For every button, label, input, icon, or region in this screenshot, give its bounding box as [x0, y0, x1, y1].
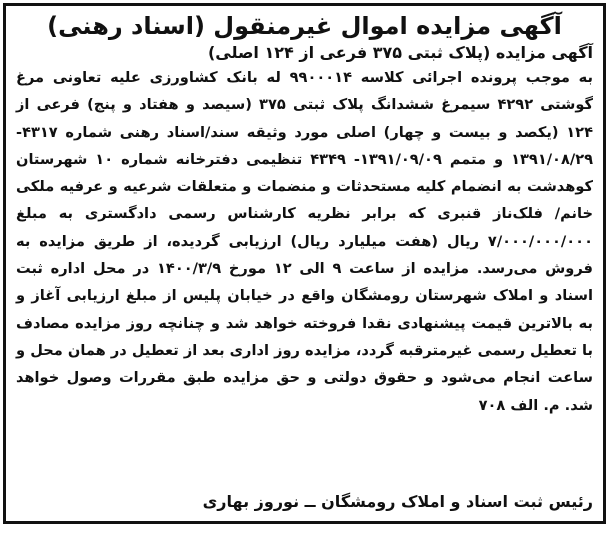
notice-body: به موجب پرونده اجرائی کلاسه ۹۹۰۰۰۱۴ له بانک کشاورزی علیه تعاونی مرغ گوشتی ۴۲۹۲ سیمرغ ششدانگ پلاک ثبتی ۳۷۵ (سیصد و هفتاد و پنج) فرعی از ۱۲۴ (یکصد و بیست و چهار) اصلی مورد وثیقه سند/اسناد رهنی شماره ۴۳۱۷- ۱۳۹۱/۰۸/۲۹ و متمم ۱۳۹۱/۰۹/۰۹- ۴۳۴۹ تنظیمی دفترخانه شماره ۱۰ شهرستان کوهدشت به انضمام کلیه مستحدثات و منضمات و متعلقات شرعیه و عرفیه ملکی خانم/ فلک‌ناز قنبری که برابر نظریه کارشناس رسمی دادگستری به مبلغ ۷/۰۰۰/۰۰۰/۰۰۰ ریال (هفت میلیارد ریال) ارزیابی گردیده، از طریق مزایده به فروش می‌رسد. مزایده از ساعت ۹ الی ۱۲ مورخ ۱۴۰۰/۳/۹ در محل اداره ثبت اسناد و املاک شهرستان رومشگان واقع در خیابان پلیس از مبلغ ارزیابی آغاز و به بالاترین قیمت پیشنهادی نقدا فروخته خواهد شد و چنانچه روز مزایده مصادف با تعطیل رسمی غیرمترقبه گردد، مزایده روز اداری بعد از تعطیل در همان محل و ساعت انجام می‌شود و حقوق دولتی و حق مزایده طبق مقررات وصول خواهد شد. م. الف ۷۰۸ — [16, 69, 594, 414]
notice-subtitle: آگهی مزایده (پلاک ثبتی ۳۷۵ فرعی از ۱۲۴ اصلی) — [207, 43, 593, 62]
notice-signature: رئیس ثبت اسناد و املاک رومشگان ــ نوروز بهاری — [202, 492, 593, 511]
notice-title: آگهی مزایده اموال غیرمنقول (اسناد رهنی) — [47, 12, 562, 40]
notice-box — [3, 3, 606, 524]
